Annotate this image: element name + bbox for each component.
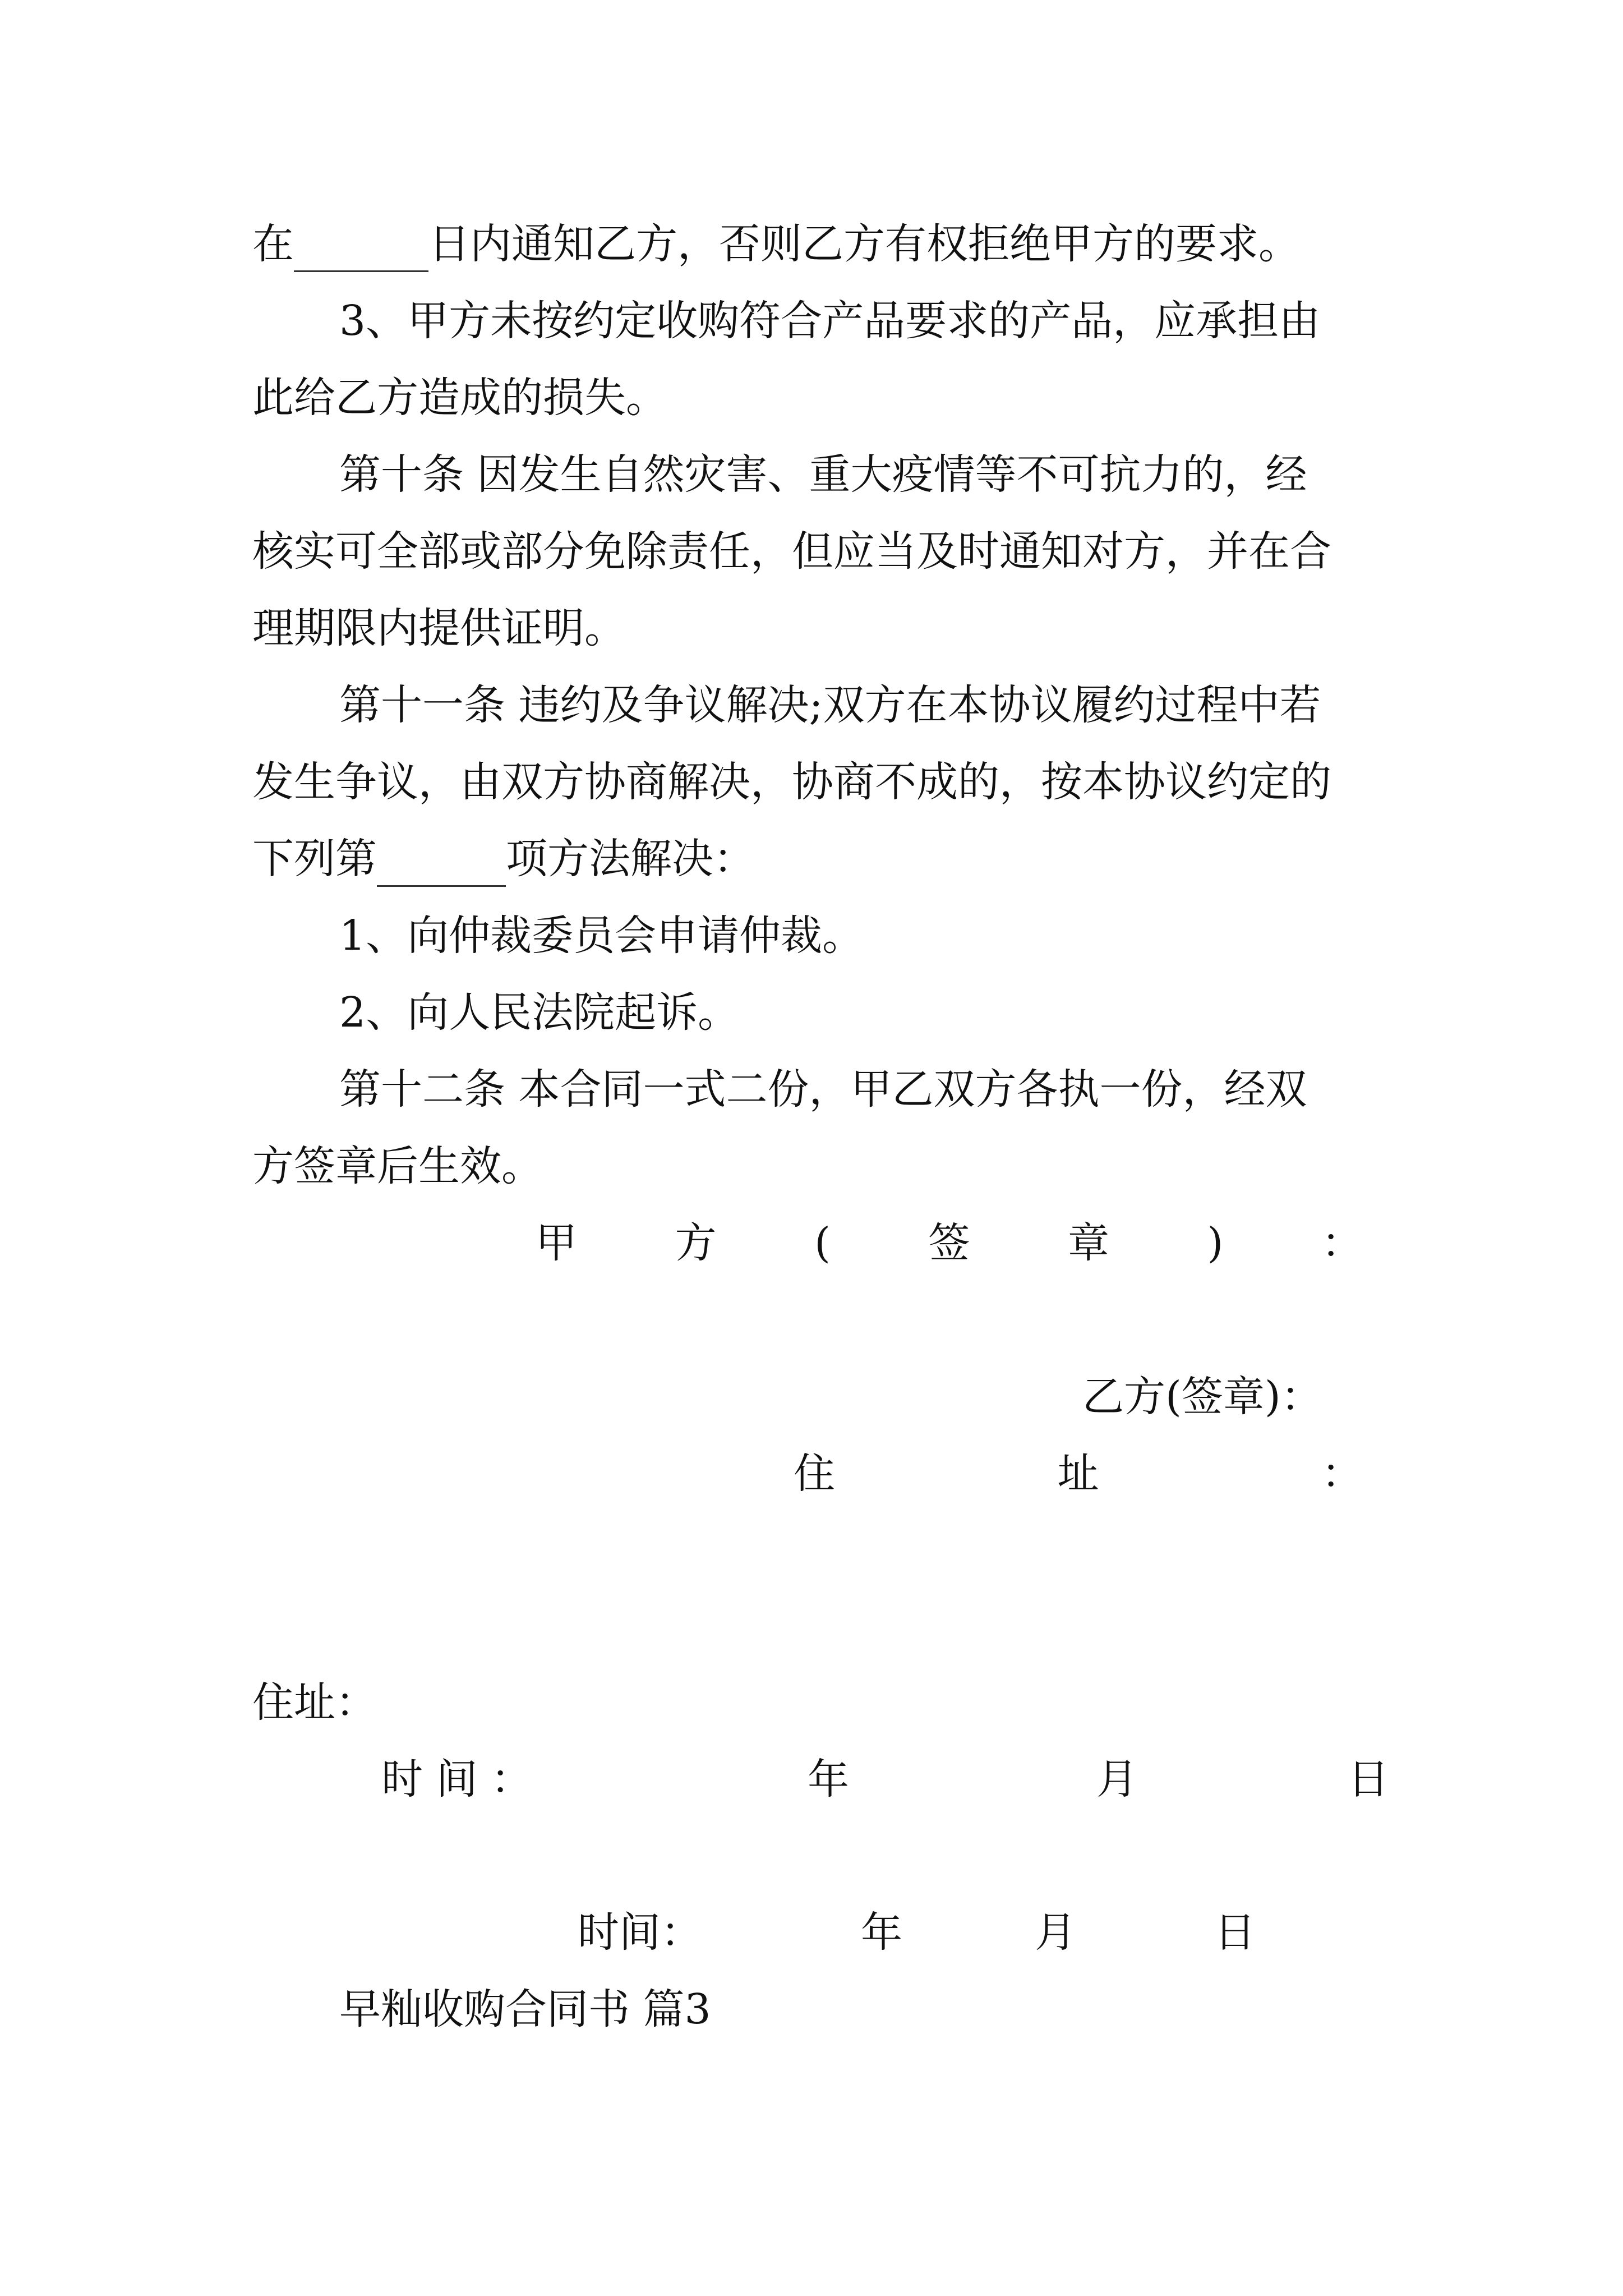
article-11-line1: 第十一条 违约及争议解决;双方在本协议履约过程中若	[339, 681, 1321, 729]
time-2-label: 时间：	[578, 1908, 702, 1957]
para-3-line1: 3、甲方未按约定收购符合产品要求的产品，应承担由	[339, 297, 1321, 345]
article-12-line1: 第十二条 本合同一式二份，甲乙双方各执一份，经双	[339, 1065, 1307, 1114]
article-11-line2: 发生争议，由双方协商解决，协商不成的，按本协议约定的	[252, 758, 1331, 806]
time-2-day: 日	[1214, 1908, 1256, 1957]
article-10-line3: 理期限内提供证明。	[252, 604, 626, 652]
time-1-day: 日	[1348, 1755, 1389, 1803]
time-1-year: 年	[808, 1755, 849, 1803]
article-10-line2: 核实可全部或部分免除责任，但应当及时通知对方，并在合	[252, 527, 1331, 576]
para-3-line2: 此给乙方造成的损失。	[252, 374, 667, 422]
fill-blank-method[interactable]	[377, 846, 506, 887]
fill-blank-days[interactable]	[294, 231, 428, 272]
time-1-label: 时 间 ：	[381, 1755, 533, 1803]
party-a-signature: 甲 方 ( 签 章 ) ：	[536, 1219, 1363, 1267]
article-11-line3: 下列第 项方法解决：	[252, 831, 1391, 887]
address-left: 住址：	[252, 1678, 377, 1727]
article-10-line1: 第十条 因发生自然灾害、重大疫情等不可抗力的，经	[339, 450, 1307, 499]
time-2-year: 年	[861, 1908, 902, 1957]
option-arbitration: 1、向仲裁委员会申请仲裁。	[339, 912, 864, 960]
time-1-month: 月	[1096, 1755, 1138, 1803]
time-2-month: 月	[1035, 1908, 1076, 1957]
address-right: 住 址 ：	[794, 1450, 1363, 1498]
party-b-signature: 乙方(签章)：	[1082, 1373, 1322, 1421]
article-12-line2: 方签章后生效。	[252, 1142, 543, 1190]
next-section-title: 早籼收购合同书 篇3	[339, 1985, 711, 2033]
para-notify: 在 日内通知乙方，否则乙方有权拒绝甲方的要求。	[252, 216, 1391, 272]
option-court: 2、向人民法院起诉。	[339, 988, 740, 1037]
